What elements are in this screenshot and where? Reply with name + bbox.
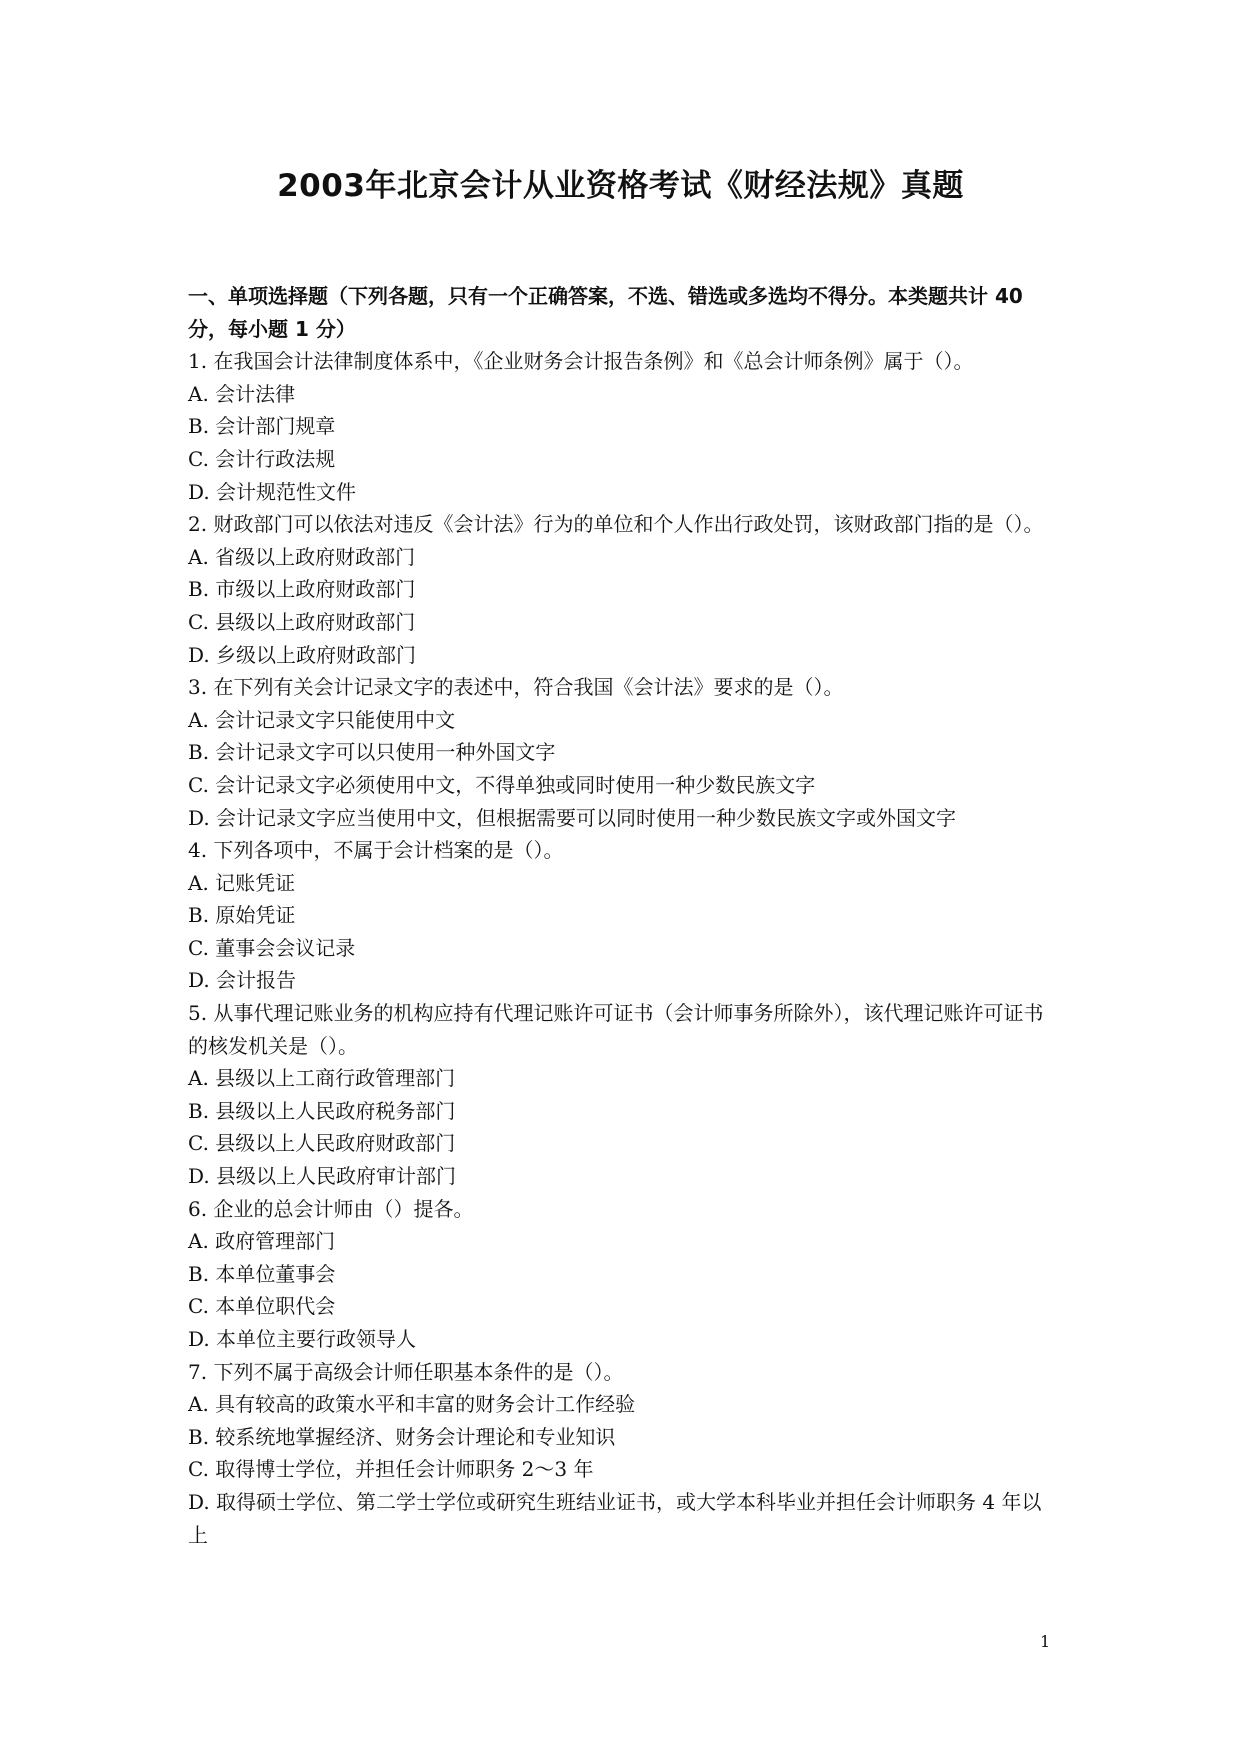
option-c: C. 县级以上人民政府财政部门 bbox=[188, 1131, 456, 1156]
option-a: A. 会计记录文字只能使用中文 bbox=[188, 707, 456, 732]
option-c: C. 会计记录文字必须使用中文，不得单独或同时使用一种少数民族文字 bbox=[188, 772, 816, 797]
option-c: C. 县级以上政府财政部门 bbox=[188, 609, 416, 634]
question-stem: 5. 从事代理记账业务的机构应持有代理记账许可证书（会计师事务所除外），该代理记账许可证书的核发机关是（）。 bbox=[188, 1001, 1044, 1058]
question-7 bbox=[188, 1356, 1058, 1552]
option-c: C. 董事会会议记录 bbox=[188, 935, 356, 960]
option-b: B. 本单位董事会 bbox=[188, 1261, 336, 1286]
option-a: A. 会计法律 bbox=[188, 381, 296, 406]
option-d: D. 会计报告 bbox=[188, 968, 297, 993]
option-a: A. 具有较高的政策水平和丰富的财务会计工作经验 bbox=[188, 1392, 636, 1417]
option-a: A. 记账凭证 bbox=[188, 870, 296, 895]
question-3 bbox=[188, 671, 1058, 834]
option-c: C. 会计行政法规 bbox=[188, 446, 336, 471]
question-2 bbox=[188, 508, 1058, 671]
option-b: B. 市级以上政府财政部门 bbox=[188, 577, 416, 602]
question-4 bbox=[188, 834, 1058, 997]
option-b: B. 较系统地掌握经济、财务会计理论和专业知识 bbox=[188, 1424, 616, 1449]
option-b: B. 会计记录文字可以只使用一种外国文字 bbox=[188, 740, 556, 765]
document-body bbox=[188, 280, 1058, 1551]
option-d: D. 乡级以上政府财政部门 bbox=[188, 642, 417, 667]
option-c: C. 本单位职代会 bbox=[188, 1294, 336, 1319]
question-1 bbox=[188, 345, 1058, 508]
document-title: 2003年北京会计从业资格考试《财经法规》真题 bbox=[277, 168, 964, 204]
option-a: A. 县级以上工商行政管理部门 bbox=[188, 1066, 456, 1091]
question-5 bbox=[188, 997, 1058, 1193]
question-stem: 3. 在下列有关会计记录文字的表述中，符合我国《会计法》要求的是（）。 bbox=[188, 675, 844, 700]
option-d: D. 会计记录文字应当使用中文，但根据需要可以同时使用一种少数民族文字或外国文字 bbox=[188, 805, 957, 830]
section-heading: 一、单项选择题（下列各题，只有一个正确答案，不选、错选或多选均不得分。本类题共计 40 分，每小题 1 分） bbox=[188, 284, 1023, 341]
page-number: 1 bbox=[1040, 1632, 1051, 1651]
option-d: D. 本单位主要行政领导人 bbox=[188, 1327, 417, 1351]
option-b: B. 县级以上人民政府税务部门 bbox=[188, 1098, 456, 1123]
option-a: A. 省级以上政府财政部门 bbox=[188, 544, 416, 569]
option-d: D. 会计规范性文件 bbox=[188, 479, 357, 504]
option-d: D. 县级以上人民政府审计部门 bbox=[188, 1164, 457, 1189]
option-b: B. 会计部门规章 bbox=[188, 414, 336, 439]
option-a: A. 政府管理部门 bbox=[188, 1229, 336, 1254]
question-stem: 7. 下列不属于高级会计师任职基本条件的是（）。 bbox=[188, 1359, 624, 1384]
question-stem: 6. 企业的总会计师由（）提各。 bbox=[188, 1196, 474, 1221]
question-stem: 2. 财政部门可以依法对违反《会计法》行为的单位和个人作出行政处罚，该财政部门指的是（）。 bbox=[188, 512, 1044, 537]
question-stem: 4. 下列各项中，不属于会计档案的是（）。 bbox=[188, 838, 564, 863]
option-b: B. 原始凭证 bbox=[188, 903, 296, 928]
question-6 bbox=[188, 1193, 1058, 1356]
option-c: C. 取得博士学位，并担任会计师职务 2～3 年 bbox=[188, 1457, 594, 1482]
option-d: D. 取得硕士学位、第二学士学位或研究生班结业证书，或大学本科毕业并担任会计师职务 4 年以上 bbox=[188, 1489, 1042, 1547]
question-stem: 1. 在我国会计法律制度体系中，《企业财务会计报告条例》和《总会计师条例》属于（）。 bbox=[188, 349, 974, 374]
